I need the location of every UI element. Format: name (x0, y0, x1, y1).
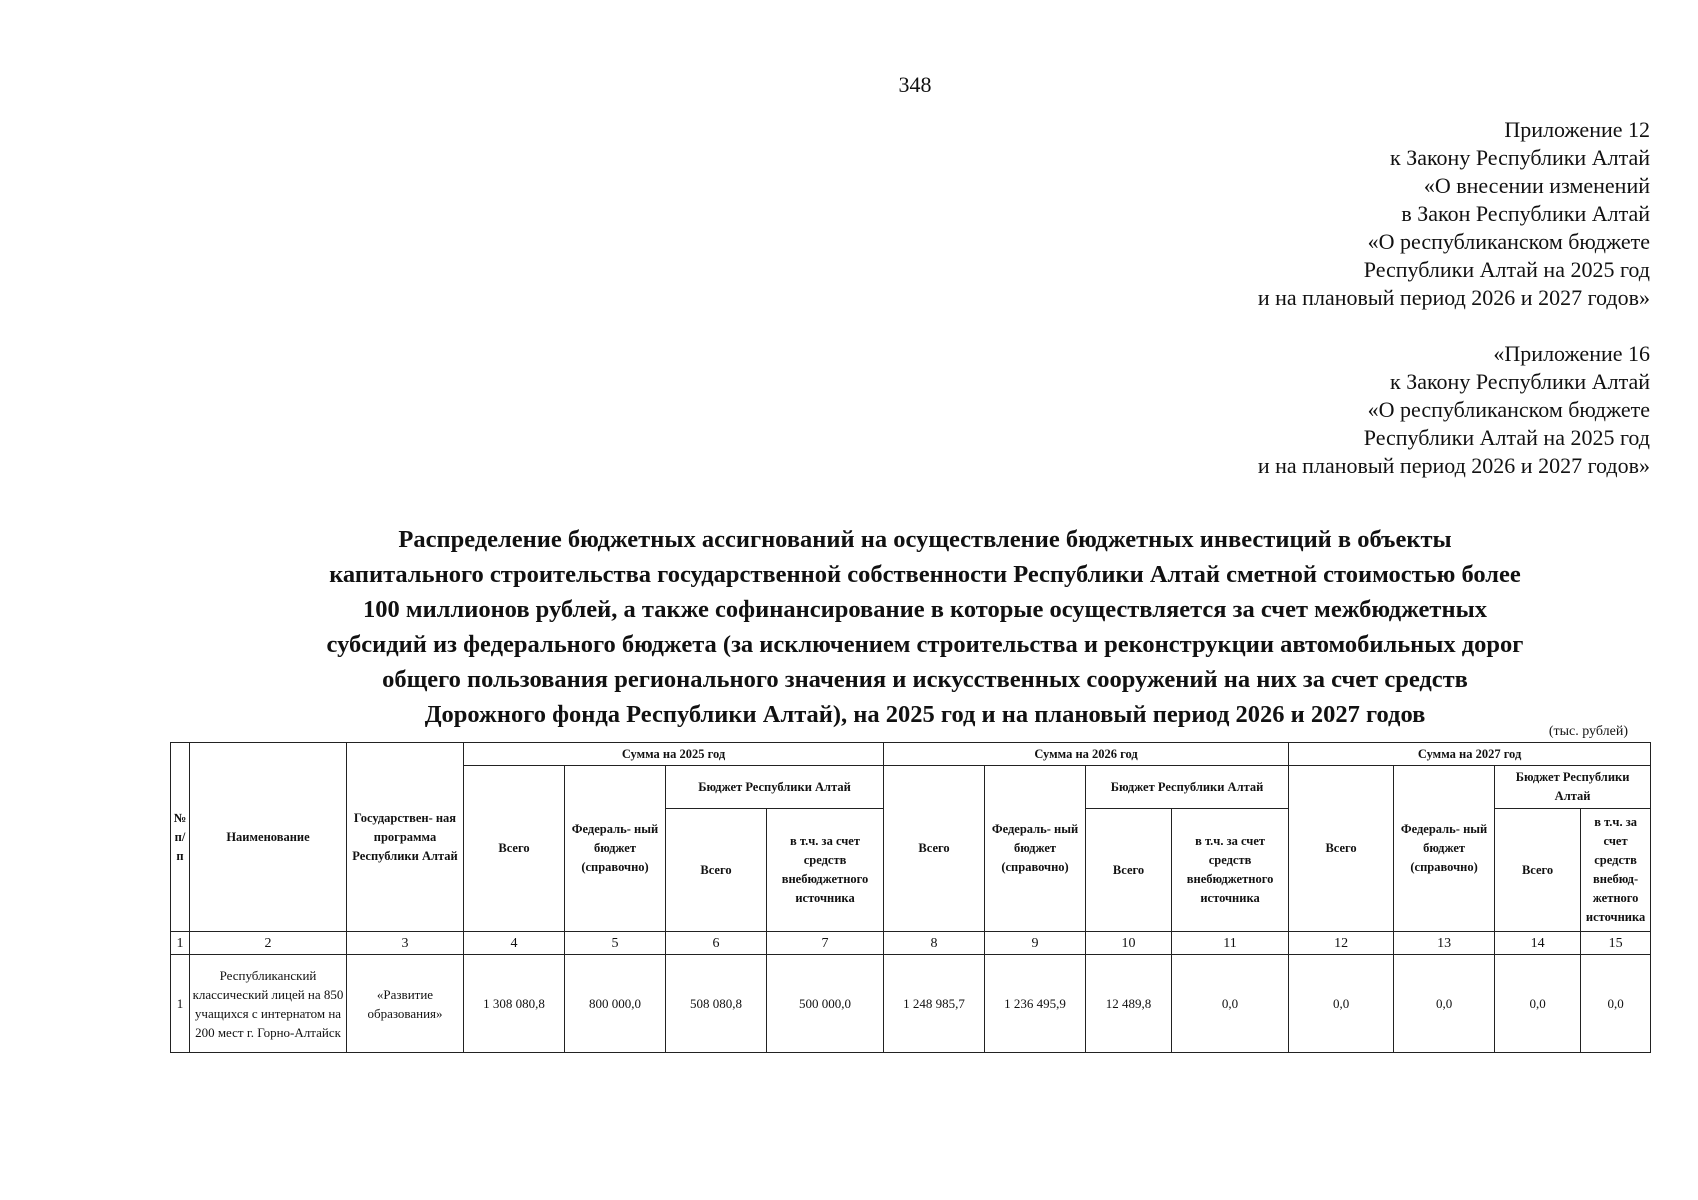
column-number: 14 (1495, 932, 1581, 955)
appendix-line: «О республиканском бюджете (1367, 397, 1650, 422)
column-number: 10 (1086, 932, 1172, 955)
budget-table (170, 742, 1651, 1053)
header-total-2027: Всего (1289, 766, 1394, 932)
header-federal-2025: Федераль- ный бюджет (справочно) (565, 766, 666, 932)
header-ra-total-2025: Всего (666, 809, 767, 932)
header-sum-2026: Сумма на 2026 год (884, 743, 1289, 766)
header-budget-ra-2027: Бюджет Республики Алтай (1495, 766, 1651, 809)
header-ra-total-2026: Всего (1086, 809, 1172, 932)
appendix-line: «О внесении изменений (1423, 173, 1650, 198)
header-sum-2027: Сумма на 2027 год (1289, 743, 1651, 766)
value-cell: 1 248 985,7 (884, 955, 985, 1053)
column-number: 8 (884, 932, 985, 955)
header-ra-extra-2025: в т.ч. за счет средств внебюджетного источника (767, 809, 884, 932)
appendix-line: в Закон Республики Алтай (1401, 201, 1650, 226)
column-number: 5 (565, 932, 666, 955)
page-number: 348 (898, 72, 932, 97)
column-number: 12 (1289, 932, 1394, 955)
appendix-16-reference (1258, 340, 1650, 480)
column-number: 6 (666, 932, 767, 955)
appendix-line: Республики Алтай на 2025 год (1363, 257, 1650, 282)
header-total-2025: Всего (464, 766, 565, 932)
appendix-line: и на плановый период 2026 и 2027 годов» (1257, 453, 1650, 478)
column-number: 2 (190, 932, 347, 955)
value-cell: 0,0 (1289, 955, 1394, 1053)
column-number: 1 (171, 932, 190, 955)
header-ra-total-2027: Всего (1495, 809, 1581, 932)
value-cell: 12 489,8 (1086, 955, 1172, 1053)
header-federal-2027: Федераль- ный бюджет (справочно) (1394, 766, 1495, 932)
title-line: субсидий из федерального бюджета (за исключением строительства и реконструкции автомобильных дорог (326, 631, 1524, 658)
title-line: Дорожного фонда Республики Алтай), на 2025 год и на плановый период 2026 и 2027 годов (424, 701, 1426, 728)
value-cell: 1 308 080,8 (464, 955, 565, 1053)
header-budget-ra-2025: Бюджет Республики Алтай (666, 766, 884, 809)
program-name: «Развитие образования» (347, 955, 464, 1053)
value-cell: 800 000,0 (565, 955, 666, 1053)
value-cell: 0,0 (1581, 955, 1651, 1053)
header-ra-extra-2027: в т.ч. за счет средств внебюд- жетного источника (1581, 809, 1651, 932)
column-number: 3 (347, 932, 464, 955)
column-number: 7 (767, 932, 884, 955)
header-ra-extra-2026: в т.ч. за счет средств внебюджетного источника (1172, 809, 1289, 932)
title-line: Распределение бюджетных ассигнований на осуществление бюджетных инвестиций в объекты (398, 526, 1452, 553)
header-program: Государствен- ная программа Республики Алтай (347, 743, 464, 932)
value-cell: 0,0 (1495, 955, 1581, 1053)
appendix-line: Республики Алтай на 2025 год (1363, 425, 1650, 450)
object-name: Республиканский классический лицей на 850 учащихся с интернатом на 200 мест г. Горно-Алтайск (190, 955, 347, 1053)
value-cell: 1 236 495,9 (985, 955, 1086, 1053)
title-line: 100 миллионов рублей, а также софинансирование в которые осуществляется за счет межбюджетных (363, 596, 1487, 623)
appendix-line: Приложение 12 (1504, 117, 1650, 142)
appendix-12-reference (1258, 116, 1650, 312)
title-line: капитального строительства государственной собственности Республики Алтай сметной стоимостью более (329, 561, 1521, 588)
value-cell: 500 000,0 (767, 955, 884, 1053)
value-cell: 0,0 (1394, 955, 1495, 1053)
column-number: 11 (1172, 932, 1289, 955)
column-number: 13 (1394, 932, 1495, 955)
row-number: 1 (171, 955, 190, 1053)
appendix-line: «О республиканском бюджете (1367, 229, 1650, 254)
header-budget-ra-2026: Бюджет Республики Алтай (1086, 766, 1289, 809)
header-federal-2026: Федераль- ный бюджет (справочно) (985, 766, 1086, 932)
value-cell: 508 080,8 (666, 955, 767, 1053)
value-cell: 0,0 (1172, 955, 1289, 1053)
header-number: № п/п (171, 743, 190, 932)
appendix-line: к Закону Республики Алтай (1390, 369, 1650, 394)
appendix-line: к Закону Республики Алтай (1390, 145, 1650, 170)
title-line: общего пользования регионального значения и искусственных сооружений на них за счет средств (382, 666, 1468, 693)
appendix-line: и на плановый период 2026 и 2027 годов» (1257, 285, 1650, 310)
header-total-2026: Всего (884, 766, 985, 932)
header-sum-2025: Сумма на 2025 год (464, 743, 884, 766)
document-title (170, 522, 1680, 732)
column-number-row (171, 932, 1651, 955)
column-number: 9 (985, 932, 1086, 955)
appendix-line: «Приложение 16 (1493, 341, 1650, 366)
column-number: 4 (464, 932, 565, 955)
units-label: (тыс. рублей) (1548, 724, 1628, 739)
table-row (171, 955, 1651, 1053)
header-name: Наименование (190, 743, 347, 932)
column-number: 15 (1581, 932, 1651, 955)
